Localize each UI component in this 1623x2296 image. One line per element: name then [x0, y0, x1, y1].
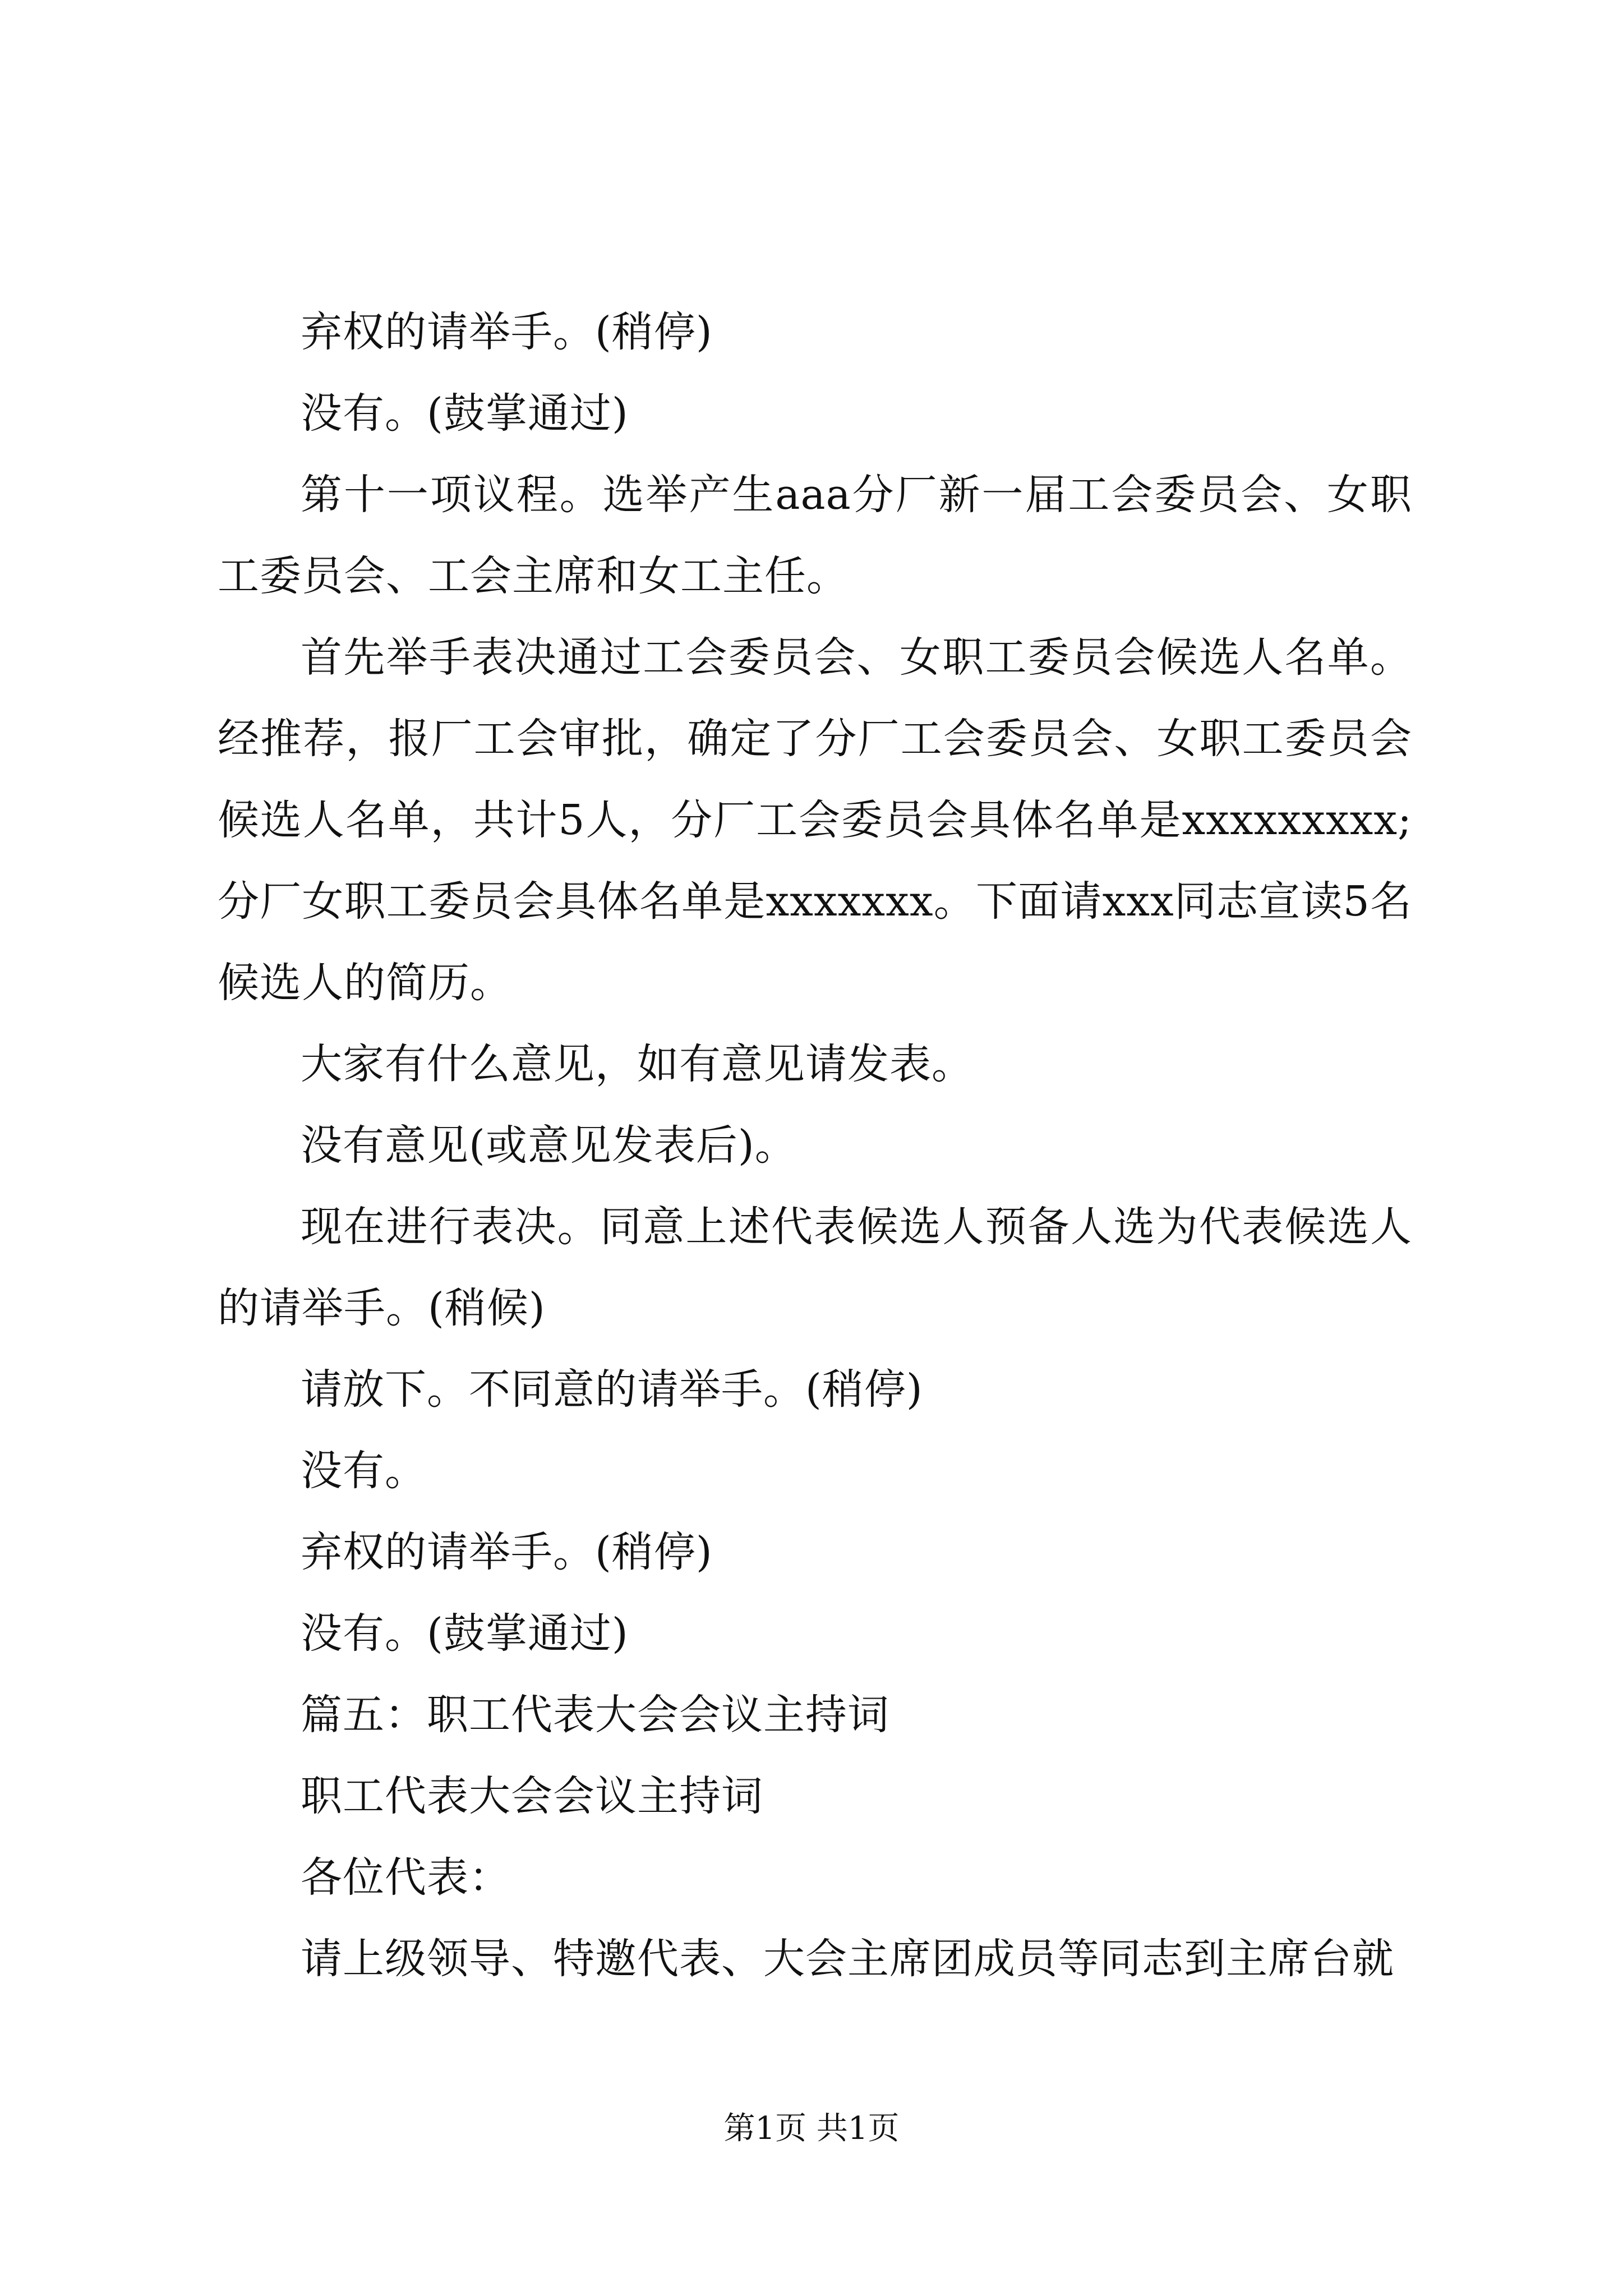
- paragraph: 现在进行表决。同意上述代表候选人预备人选为代表候选人的请举手。(稍候): [218, 1203, 1412, 1332]
- paragraph: 没有意见(或意见发表后)。: [301, 1121, 797, 1170]
- paragraph: 没有。(鼓掌通过): [301, 389, 629, 438]
- document-body: [218, 292, 1412, 2000]
- paragraph: 首先举手表决通过工会委员会、女职工委员会候选人名单。经推荐，报厂工会审批，确定了分厂工会委员会、女职工委员会候选人名单，共计5人，分厂工会委员会具体名单是xxxxxxxxx;分厂女职工委员会具体名单是xxxxxxx。下面请xxx同志宣读5名候选人的简历。: [218, 633, 1412, 1007]
- page-footer: 第1页 共1页: [723, 2110, 900, 2147]
- speech-title: 职工代表大会会议主持词: [301, 1772, 763, 1820]
- paragraph: 弃权的请举手。(稍停): [301, 1528, 713, 1576]
- salutation: 各位代表：: [301, 1853, 511, 1902]
- paragraph: 大家有什么意见，如有意见请发表。: [301, 1040, 974, 1088]
- paragraph: 第十一项议程。选举产生aaa分厂新一届工会委员会、女职工委员会、工会主席和女工主任。: [218, 471, 1412, 600]
- paragraph: 没有。: [301, 1447, 427, 1495]
- paragraph: 弃权的请举手。(稍停): [301, 308, 713, 356]
- paragraph: 请放下。不同意的请举手。(稍停): [301, 1365, 923, 1414]
- paragraph: 没有。(鼓掌通过): [301, 1609, 629, 1658]
- paragraph: 请上级领导、特邀代表、大会主席团成员等同志到主席台就: [301, 1935, 1394, 1983]
- section-heading: 篇五：职工代表大会会议主持词: [301, 1691, 889, 1739]
